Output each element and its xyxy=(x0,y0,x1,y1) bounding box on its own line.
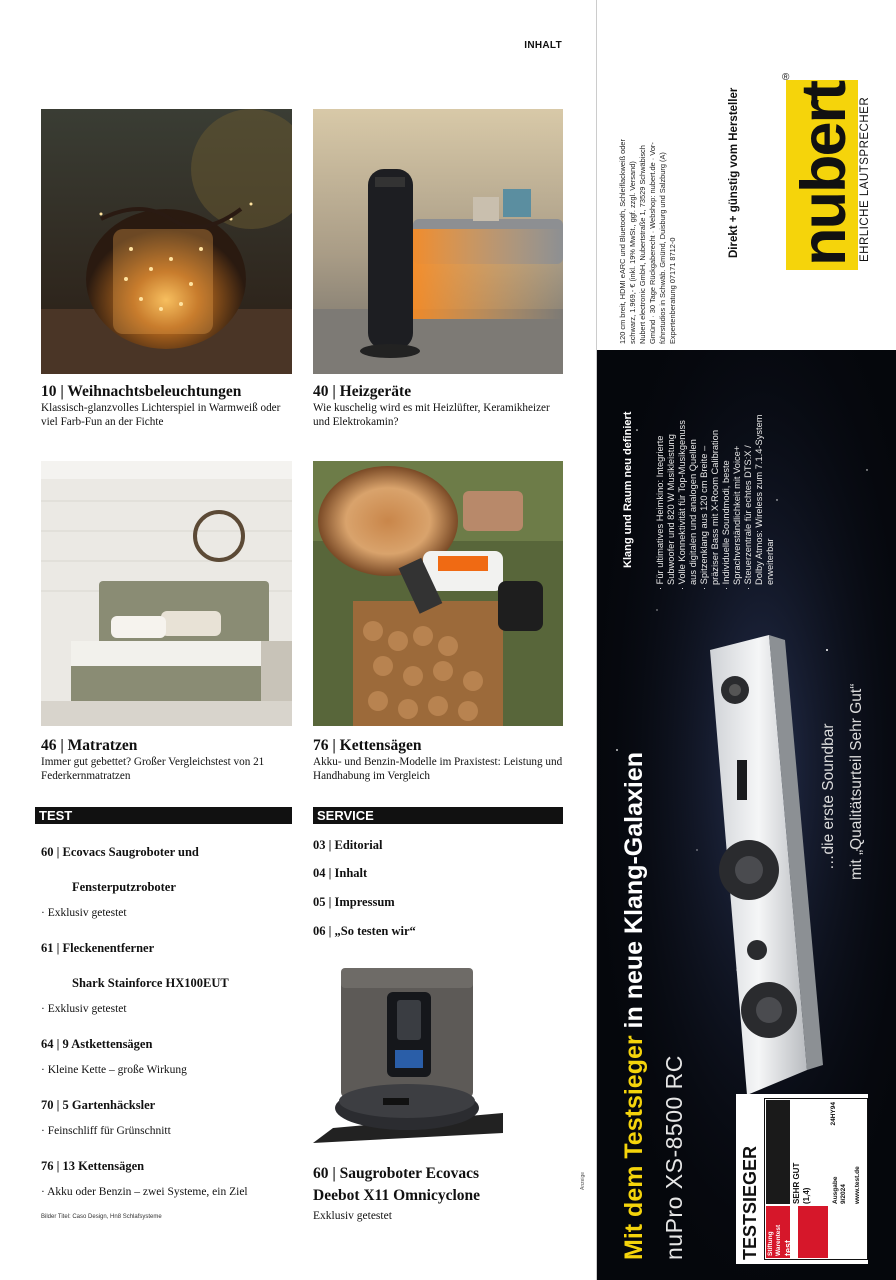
robot-feature-title-cont[interactable]: Deebot X11 Omnicyclone xyxy=(313,1187,481,1204)
test-entry-sub: · Feinschliff für Grünschnitt xyxy=(41,1125,171,1137)
test-entry-title[interactable]: 76 | 13 Kettensägen xyxy=(41,1159,145,1173)
ad-fine-print: 120 cm breit, HDMI eARC und Bluetooth, Schleiflackweiß oder schwarz, 1.969,- € (inkl. 19% MwSt., ggf. zzgl. Versand) Nubert electronic GmbH, Nubertstraße 1, 73529 Schwäbisch Gmünd · 30 Tage Rückgaberecht · Webshop: nubert.de · Vor- führstudios in Schwäb. Gmünd, Duisburg und Salzburg (A) Expertenberatung 07171 8712-0 xyxy=(618,139,677,344)
ad-claim: Direkt + günstig vom Hersteller xyxy=(728,87,740,258)
feature-title-heaters[interactable]: 40 | Heizgeräte xyxy=(313,383,412,400)
ad-model-name: nuPro XS-8500 RC xyxy=(661,1055,687,1260)
ad-quote-line1: …die erste Soundbar xyxy=(820,723,837,870)
service-entry[interactable]: 06 | „So testen wir“ xyxy=(313,924,416,938)
ad-quote-line2: mit „Qualitätsurteil Sehr Gut“ xyxy=(848,683,865,880)
seal-code-wrap xyxy=(830,1102,837,1126)
test-entry-title-cont[interactable]: Fensterputzroboter xyxy=(72,880,176,894)
test-entry-title[interactable]: 61 | Fleckenentferner xyxy=(41,941,155,955)
heater-photo[interactable] xyxy=(313,109,563,374)
seal-test: test xyxy=(783,1239,793,1256)
ad-sub-headline: Klang und Raum neu definiert xyxy=(622,411,634,568)
service-entry[interactable]: 03 | Editorial xyxy=(313,838,383,852)
test-entry-title-cont[interactable]: Shark Stainforce HX100EUT xyxy=(72,976,229,990)
seal-score: (1,4) xyxy=(802,1187,811,1204)
mattress-photo[interactable] xyxy=(41,461,292,726)
feature-desc-lights: Klassisch-glanzvolles Lichterspiel in Warmweiß oder viel Farb-Fun an der Fichte xyxy=(41,402,281,428)
seal-issue: 9/2024 xyxy=(840,1184,847,1204)
service-entry[interactable]: 05 | Impressum xyxy=(313,895,395,909)
ad-headline: Mit dem Testsieger in neue Klang-Galaxien xyxy=(620,751,648,1260)
test-entry-sub: · Exklusiv getestet xyxy=(41,1003,127,1015)
seal-code: 24HY94 xyxy=(830,1102,837,1126)
christmas-lights-photo[interactable] xyxy=(41,109,292,374)
robot-feature-title[interactable]: 60 | Saugroboter Ecovacs xyxy=(313,1165,480,1182)
section-header-test: TEST xyxy=(35,807,292,824)
ad-marker: Anzeige xyxy=(580,1171,586,1190)
test-entry-sub: · Exklusiv getestet xyxy=(41,907,127,919)
feature-desc-heaters: Wie kuschelig wird es mit Heizlüfter, Keramikheizer und Elektrokamin? xyxy=(313,402,550,428)
feature-desc-mattresses: Immer gut gebettet? Großer Vergleichstest von 21 Federkernmatratzen xyxy=(41,756,265,782)
seal-url: www.test.de xyxy=(854,1166,861,1204)
seal-issue-label: Ausgabe xyxy=(832,1176,839,1204)
test-entry-title[interactable]: 64 | 9 Astkettensägen xyxy=(41,1037,153,1051)
seal-grade: SEHR GUT xyxy=(792,1162,801,1204)
test-entry-title[interactable]: 60 | Ecovacs Saugroboter und xyxy=(41,845,199,859)
test-entry-sub: · Akku oder Benzin – zwei Systeme, ein Ziel xyxy=(41,1186,248,1198)
section-header-service: SERVICE xyxy=(313,807,563,824)
photo-credits: Bilder Titel: Caso Design, Hn8 Schlafsysteme xyxy=(41,1214,162,1220)
feature-title-chainsaws[interactable]: 76 | Kettensägen xyxy=(313,737,422,754)
test-entry-title[interactable]: 70 | 5 Gartenhäcksler xyxy=(41,1098,156,1112)
seal-org-2: Warentest xyxy=(775,1224,782,1256)
chainsaw-photo[interactable] xyxy=(313,461,563,726)
nubert-logo[interactable] xyxy=(786,80,858,270)
feature-title-lights[interactable]: 10 | Weihnachtsbeleuchtungen xyxy=(41,383,242,400)
test-entry-sub: · Kleine Kette – große Wirkung xyxy=(41,1064,187,1076)
ad-tagline: EHRLICHE LAUTSPRECHER xyxy=(859,96,871,262)
seal-org-1: Stiftung xyxy=(767,1231,774,1256)
robot-feature-desc: Exklusiv getestet xyxy=(313,1210,392,1222)
seal-testsieger: TESTSIEGER xyxy=(740,1145,760,1260)
service-entry[interactable]: 04 | Inhalt xyxy=(313,866,368,880)
robot-vacuum-photo[interactable] xyxy=(313,958,503,1148)
registered-mark: ® xyxy=(782,72,790,83)
test-seal xyxy=(736,1094,868,1264)
feature-title-mattresses[interactable]: 46 | Matratzen xyxy=(41,737,138,754)
nubert-logo-text: nubert xyxy=(789,82,859,266)
ad-bullet-list: · Für ultimatives Heimkino: Integrierte Subwoofer und 820 W Musikleistung · Volle Konnektivität für Top-Musikgenuss aus digitalen und analogen Quellen · Spitzenklang aus 120 cm Breite – präziser Bass mit X-Room Calibration · Individuelle Soundmodi, beste Sprachverständlichkeit mit Voice+ · Steuerzentrale für echtes DTS:X / Dolby Atmos: Wireless zum 7.1.4-System erweiterbar xyxy=(655,414,775,590)
page-section-label: INHALT xyxy=(524,40,562,51)
feature-desc-chainsaws: Akku- und Benzin-Modelle im Praxistest: Leistung und Handhabung im Vergleich xyxy=(313,756,563,782)
